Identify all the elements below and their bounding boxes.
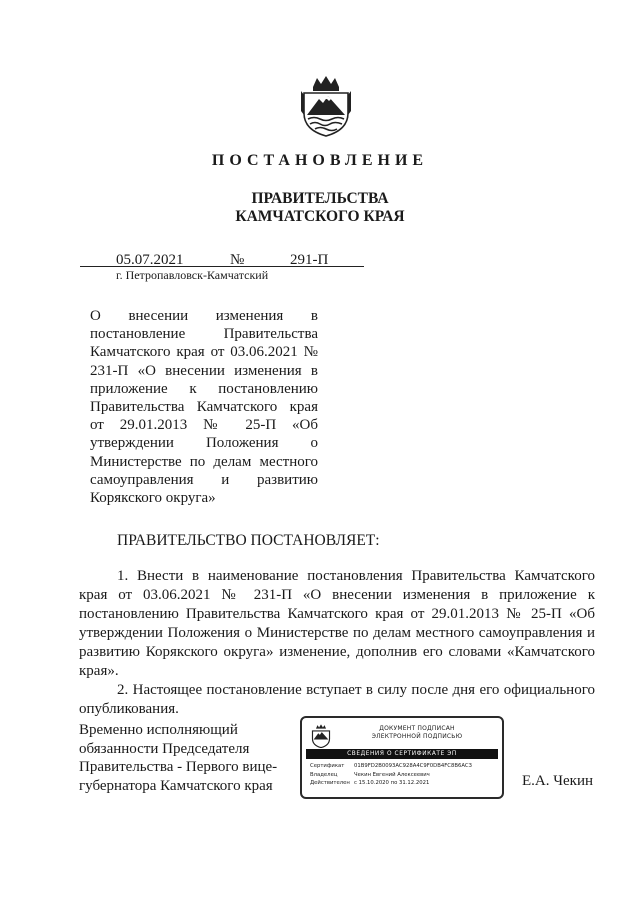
issuer-line-1: ПРАВИТЕЛЬСТВА — [251, 190, 389, 207]
issuer-line-2: КАМЧАТСКОГО КРАЯ — [235, 208, 405, 225]
issue-place: г. Петропавловск-Камчатский — [116, 268, 269, 282]
stamp-row-value: Чекин Евгений Алексеевич — [354, 771, 430, 778]
decree-heading: ПРАВИТЕЛЬСТВО ПОСТАНОВЛЯЕТ: — [117, 532, 380, 549]
stamp-row-key: Действителен — [310, 780, 350, 786]
document-date: 05.07.2021 — [116, 252, 184, 268]
signatory-position-line: Временно исполняющий — [79, 722, 238, 738]
document-subject: О внесении изменения в постановление Правительства Камчатского края от 03.06.2021 № 231-П «О внесении изменения в приложение к постановлению Правительства Камчатского края от 29.01.2013 № 25-П «Об утверждении Положения о Министерстве по делам местного самоуправления и развитию Корякского округа» — [90, 308, 318, 507]
stamp-certificate-bar: СВЕДЕНИЯ О СЕРТИФИКАТЕ ЭП — [306, 749, 498, 759]
paragraph-1: 1. Внести в наименование постановления Правительства Камчатского края от 03.06.2021 № 231-П «О внесении изменения в приложение к постановлению Правительства Камчатского края от 29.01.2013 № 25-П «Об утверждении Положения о Министерстве по делам местного самоуправления и развитию Корякского округа» изменение, дополнив его словами «Камчатского края». — [79, 568, 595, 679]
stamp-heading-line: ЭЛЕКТРОННОЙ ПОДПИСЬЮ — [371, 733, 463, 740]
stamp-row — [310, 762, 496, 771]
signatory-position — [79, 721, 279, 795]
paragraph-2: 2. Настоящее постановление вступает в силу после дня его официального опубликования. — [79, 682, 595, 717]
stamp-row — [310, 779, 496, 788]
document-type: ПОСТАНОВЛЕНИЕ — [211, 152, 429, 169]
signatory-position-line: Правительства - Первого вице- — [79, 759, 278, 775]
stamp-row-key: Владелец — [310, 771, 338, 778]
signatory-name: Е.А. Чекин — [522, 773, 593, 789]
stamp-row-value: с 15.10.2020 по 31.12.2021 — [354, 780, 430, 786]
stamp-row-key: Сертификат — [310, 763, 345, 769]
stamp-heading-line: ДОКУМЕНТ ПОДПИСАН — [379, 725, 455, 732]
stamp-row — [310, 771, 496, 780]
coat-of-arms-icon — [299, 75, 353, 137]
document-number: 291-П — [290, 252, 329, 268]
coat-of-arms-icon — [310, 724, 332, 748]
stamp-details — [310, 762, 496, 788]
date-number-underline — [80, 266, 364, 267]
stamp-row-value: 01B9FD2B0093AC928A4C9F0DB4FC8B6AC3 — [354, 763, 472, 769]
stamp-heading — [342, 725, 492, 741]
signatory-position-line: обязанности Председателя — [79, 740, 250, 757]
signatory-position-line: губернатора Камчатского края — [79, 777, 273, 794]
document-body — [79, 567, 595, 719]
electronic-signature-stamp — [300, 716, 504, 799]
number-sign: № — [230, 252, 245, 268]
